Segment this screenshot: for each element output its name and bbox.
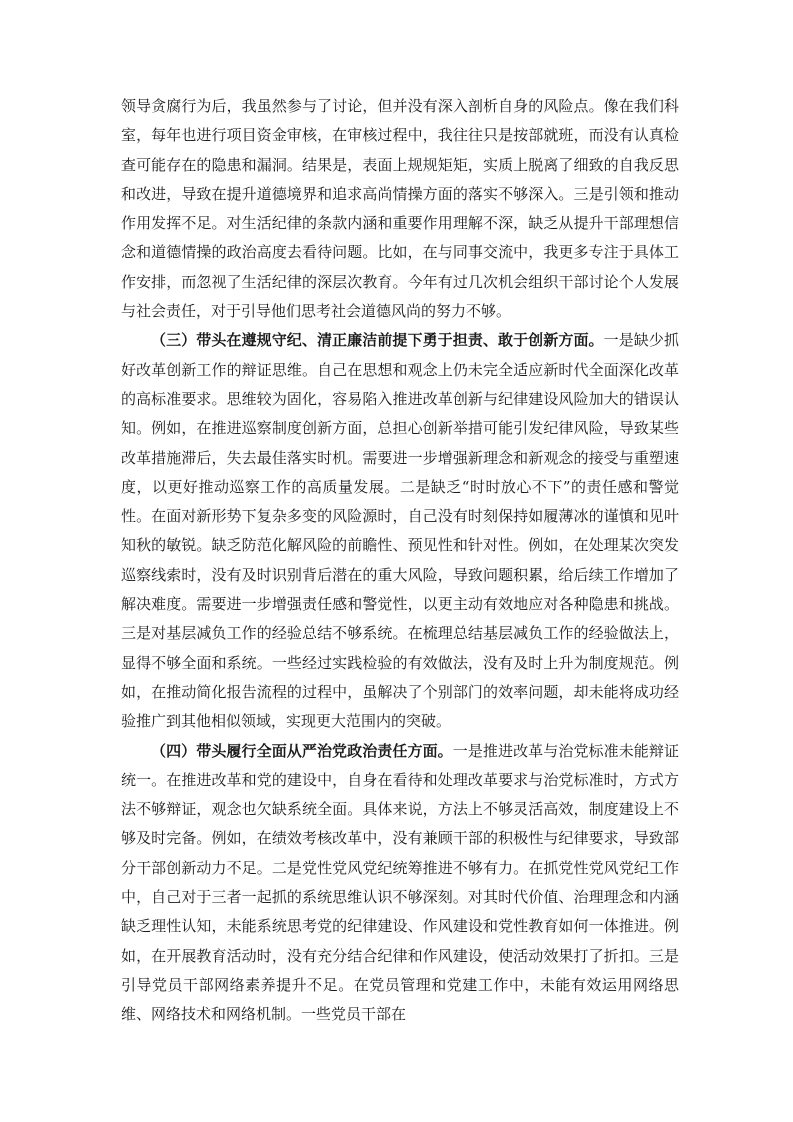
- paragraph-1: [121, 92, 679, 326]
- paragraph-2: [121, 326, 679, 736]
- document-page: [121, 92, 679, 1030]
- paragraph-3-text: 一是推进改革与治党标准未能辩证统一。在推进改革和党的建设中，自身在看待和处理改革要求与治党标准时，方式方法不够辩证，观念也欠缺系统全面。具体来说，方法上不够灵活高效，制度建设上不够及时完备。例如，在绩效考核改革中，没有兼顾干部的积极性与纪律要求，导致部分干部创新动力不足。二是党性党风党纪统筹推进不够有力。在抓党性党风党纪工作中，自己对于三者一起抓的系统思维认识不够深刻。对其时代价值、治理理念和内涵缺乏理性认知，未能系统思考党的纪律建设、作风建设和党性教育如何一体推进。例如，在开展教育活动时，没有充分结合纪律和作风建设，使活动效果打了折扣。三是引导党员干部网络素养提升不足。在党员管理和党建工作中，未能有效运用网络思维、网络技术和网络机制。一些党员干部在: [121, 741, 679, 1024]
- paragraph-2-text: 一是缺少抓好改革创新工作的辩证思维。自己在思想和观念上仍未完全适应新时代全面深化改革的高标准要求。思维较为固化，容易陷入推进改革创新与纪律建设风险加大的错误认知。例如，在推进巡察制度创新方面，总担心创新举措可能引发纪律风险，导致某些改革措施滞后，失去最佳落实时机。需要进一步增强新理念和新观念的接受与重塑速度，以更好推动巡察工作的高质量发展。二是缺乏“时时放心不下”的责任感和警觉性。在面对新形势下复杂多变的风险源时，自己没有时刻保持如履薄冰的谨慎和见叶知秋的敏锐。缺乏防范化解风险的前瞻性、预见性和针对性。例如，在处理某次突发巡察线索时，没有及时识别背后潜在的重大风险，导致问题积累，给后续工作增加了解决难度。需要进一步增强责任感和警觉性，以更主动有效地应对各种隐患和挑战。三是对基层减负工作的经验总结不够系统。在梳理总结基层减负工作的经验做法上，显得不够全面和系统。一些经过实践检验的有效做法，没有及时上升为制度规范。例如，在推动简化报告流程的过程中，虽解决了个别部门的效率问题，却未能将成功经验推广到其他相似领域，实现更大范围内的突破。: [121, 331, 679, 731]
- section-heading-3: （三）带头在遵规守纪、清正廉洁前提下勇于担责、敢于创新方面。: [151, 331, 604, 350]
- paragraph-3: [121, 737, 679, 1030]
- paragraph-1-text: 领导贪腐行为后，我虽然参与了讨论，但并没有深入剖析自身的风险点。像在我们科室，每年也进行项目资金审核，在审核过程中，我往往只是按部就班，而没有认真检查可能存在的隐患和漏洞。结果是，表面上规规矩矩，实质上脱离了细致的自我反思和改进，导致在提升道德境界和追求高尚情操方面的落实不够深入。三是引领和推动作用发挥不足。对生活纪律的条款内涵和重要作用理解不深，缺乏从提升干部理想信念和道德情操的政治高度去看待问题。比如，在与同事交流中，我更多专注于具体工作安排，而忽视了生活纪律的深层次教育。今年有过几次机会组织干部讨论个人发展与社会责任，对于引导他们思考社会道德风尚的努力不够。: [121, 97, 679, 321]
- section-heading-4: （四）带头履行全面从严治党政治责任方面。: [151, 741, 453, 760]
